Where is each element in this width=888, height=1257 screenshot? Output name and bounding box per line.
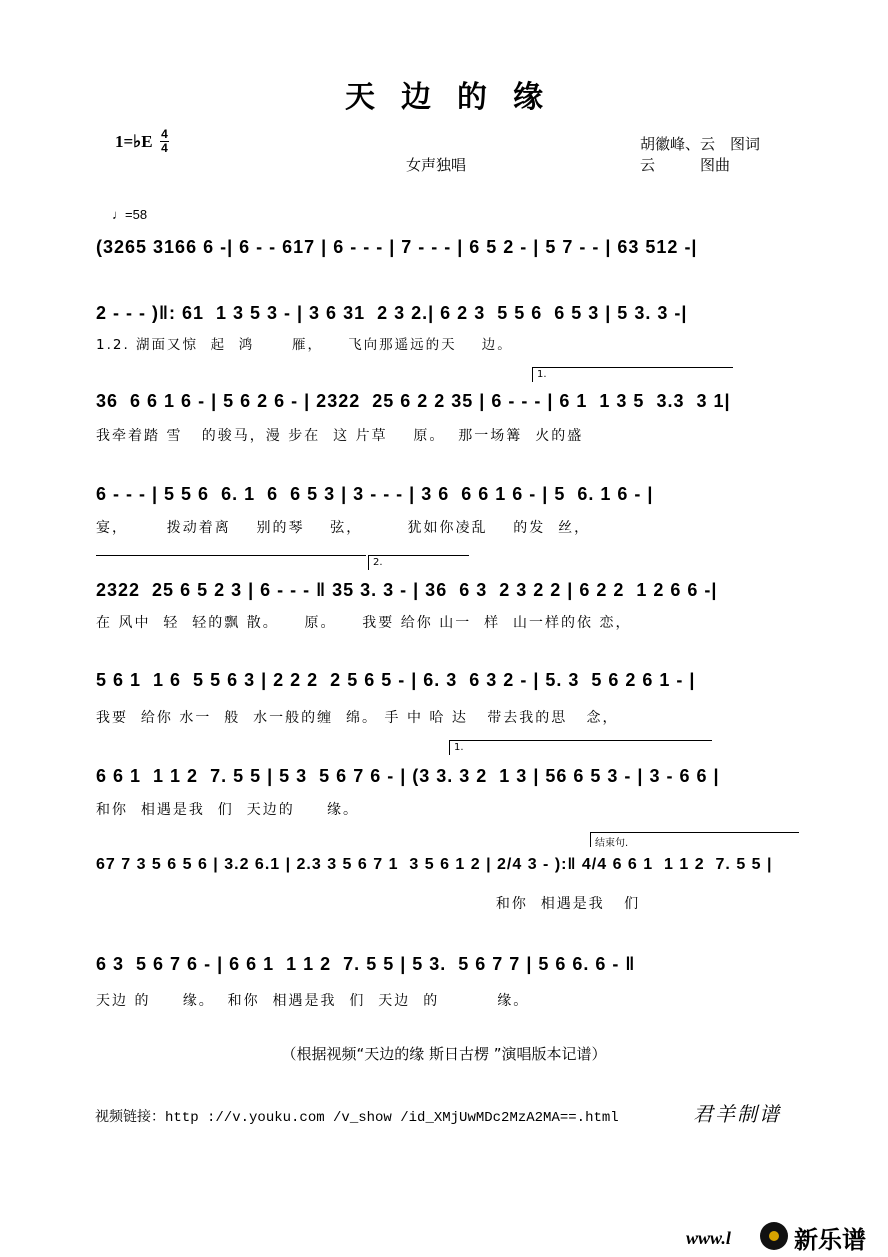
system-6-lyrics: 我要 给你 水一 般 水一般的缠 绵。 手 中 哈 达 带去我的思 念，	[96, 710, 619, 726]
system-8-notes: 67 7 3 5 6 5 6 | 3.2 6.1 | 2.3 3 5 6 7 1 3 5 6 1 2 | 2/4 3 - ):‖ 4/4 6 6 1 1 1 2 7. 5 5 |	[96, 856, 773, 873]
ending-label: 结束句.	[595, 838, 629, 849]
system-4-lyrics: 宴， 拨动着离 别的琴 弦， 犹如你凌乱 的发 丝，	[96, 520, 591, 536]
transcription-note: （根据视频“天边的缘 斯日古楞 ”演唱版本记谱）	[281, 1045, 607, 1063]
volta-2-bracket	[368, 555, 469, 570]
volta-1b-bracket	[449, 740, 712, 755]
lyricist-credit: 胡徽峰、云 图词	[640, 135, 761, 153]
time-top: 4	[161, 127, 168, 141]
volta-1-label: 1.	[537, 369, 547, 380]
system-9-notes: 6 3 5 6 7 6 - | 6 6 1 1 1 2 7. 5 5 | 5 3. 5 6 7 7 | 5 6 6. 6 - ‖	[96, 954, 636, 974]
system-3-lyrics: 我牵着踏 雪 的骏马，漫 步在 这 片草 原。 那一场篝 火的盛	[96, 428, 584, 444]
system-9-lyrics: 天边 的 缘。 和你 相遇是我 们 天边 的 缘。	[96, 993, 530, 1009]
tempo-marking: ♩=58	[112, 207, 148, 222]
volta-2-label: 2.	[373, 557, 383, 568]
record-disc-icon	[760, 1222, 788, 1250]
song-title: 天边的缘	[345, 80, 569, 115]
ending-bracket	[590, 832, 799, 847]
system-5-notes: 2322 25 6 5 2 3 | 6 - - - ‖ 35 3. 3 - | 36 6 3 2 3 2 2 | 6 2 2 1 2 6 6 -|	[96, 580, 718, 600]
system-2-notes: 2 - - - )‖: 61 1 3 5 3 - | 3 6 31 2 3 2.| 6 2 3 5 5 6 6 5 3 | 5 3. 3 -|	[96, 303, 688, 323]
volta-1-continuation	[96, 555, 366, 556]
watermark-url: www.l	[686, 1228, 731, 1248]
system-7-lyrics: 和你 相遇是我 们 天边的 缘。	[96, 802, 359, 818]
composer-credit: 云 图曲	[640, 156, 731, 174]
performer: 女声独唱	[406, 156, 467, 174]
system-3-notes: 36 6 6 1 6 - | 5 6 2 6 - | 2322 25 6 2 2 35 | 6 - - - | 6 1 1 3 5 3.3 3 1|	[96, 391, 731, 411]
video-link[interactable]: 视频链接：http ://v.youku.com /v_show /id_XMjUwMDc2MzA2MA==.html	[95, 1110, 619, 1126]
system-2-lyrics: 1.2. 湖面又惊 起 鸿 雁， 飞向那遥远的天 边。	[96, 337, 513, 353]
arranger-signature: 君羊制谱	[693, 1102, 781, 1126]
system-1-notes: (3265 3166 6 -| 6 - - 617 | 6 - - - | 7 - - - | 6 5 2 - | 5 7 - - | 63 512 -|	[96, 237, 698, 257]
system-7-notes: 6 6 1 1 1 2 7. 5 5 | 5 3 5 6 7 6 - | (3 3. 3 2 1 3 | 56 6 5 3 - | 3 - 6 6 |	[96, 766, 720, 786]
watermark-brand: 新乐谱	[794, 1226, 866, 1254]
system-5-lyrics: 在 风中 轻 轻的飘 散。 原。 我要 给你 山一 样 山一样的依 恋，	[96, 615, 632, 631]
system-4-notes: 6 - - - | 5 5 6 6. 1 6 6 5 3 | 3 - - - | 3 6 6 6 1 6 - | 5 6. 1 6 - |	[96, 484, 654, 504]
volta-1b-label: 1.	[454, 742, 464, 753]
volta-1-bracket	[532, 367, 733, 382]
key-signature: 1=♭E	[115, 132, 153, 151]
system-6-notes: 5 6 1 1 6 5 5 6 3 | 2 2 2 2 5 6 5 - | 6. 3 6 3 2 - | 5. 3 5 6 2 6 1 - |	[96, 670, 696, 690]
time-signature	[160, 128, 169, 155]
time-bottom: 4	[161, 141, 168, 155]
system-8-lyrics: 和你 相遇是我 们	[96, 896, 641, 912]
